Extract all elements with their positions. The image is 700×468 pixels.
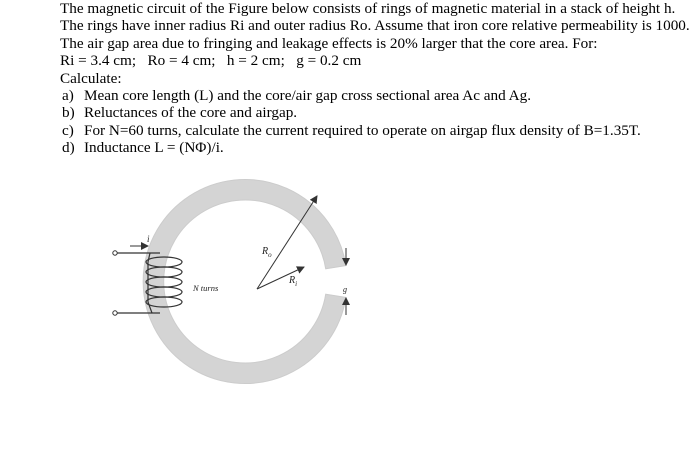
ro-label-main: R [262, 246, 269, 257]
given-values: Ri = 3.4 cm; Ro = 4 cm; h = 2 cm; g = 0.2 cm [60, 52, 362, 70]
question-a-label: a) [62, 87, 74, 105]
problem-intro: The magnetic circuit of the Figure below consists of rings of magnetic material in a stack of height h. The rings have inner radius Ri and outer radius Ro. Assume that iron core relative permeability is 1000. The air gap area due to fringing and leakage effects is 20% larger that the core area. For: [60, 0, 690, 52]
turns-label: N turns [193, 283, 219, 293]
question-b-label: b) [62, 104, 75, 122]
terminal-top [113, 251, 117, 255]
question-c-text: For N=60 turns, calculate the current required to operate on airgap flux density of B=1.35T. [84, 121, 641, 139]
current-label: i [147, 234, 150, 244]
gap-label: g [343, 285, 347, 294]
question-d-text: Inductance L = (NΦ)/i. [84, 139, 224, 157]
toroid-core [143, 179, 346, 383]
ri-label-main: R [289, 275, 296, 286]
question-c-label: c) [62, 121, 74, 139]
ro-label-sub: o [268, 251, 272, 259]
calculate-label: Calculate: [60, 69, 122, 87]
question-a-text: Mean core length (L) and the core/air gap cross sectional area Ac and Ag. [84, 87, 531, 105]
ri-label-sub: i [295, 280, 298, 288]
question-d-label: d) [62, 139, 75, 157]
ri-label [288, 275, 297, 288]
ro-label [261, 246, 272, 259]
question-b-text: Reluctances of the core and airgap. [84, 104, 298, 122]
terminal-bottom [113, 311, 117, 315]
